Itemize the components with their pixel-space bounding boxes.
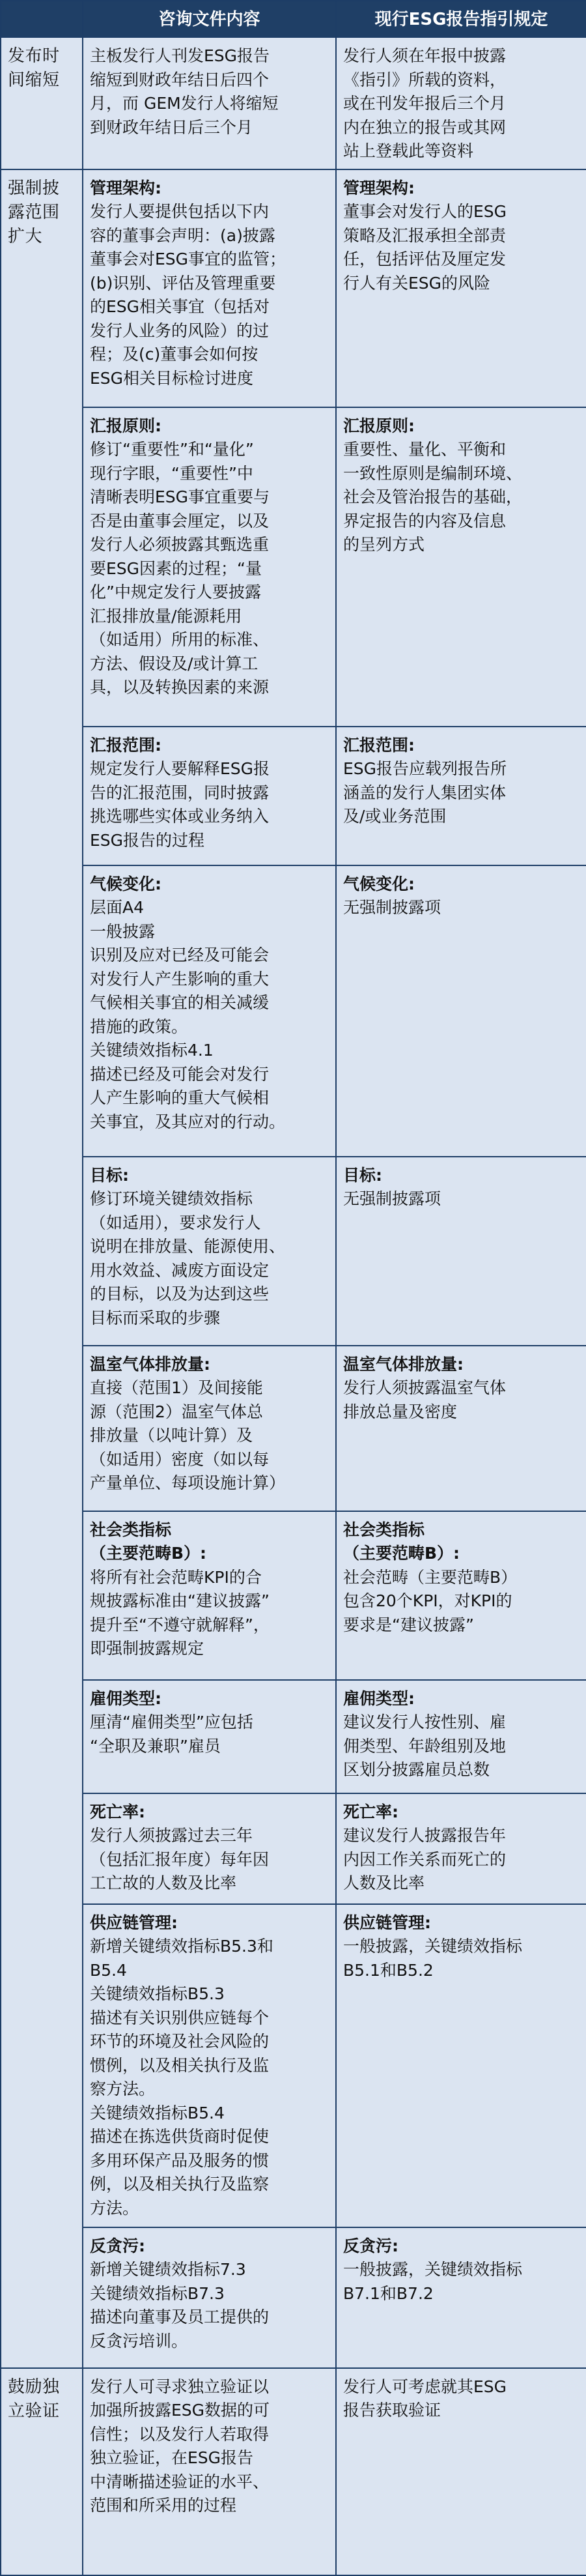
consultation-cell: 主板发行人刊发ESG报告 缩短到财政年结日后四个 月，而 GEM发行人将缩短 到财政年结日后三个月 xyxy=(83,37,336,169)
header-row xyxy=(1,1,586,37)
current-rule-cell: 温室气体排放量: 发行人须披露温室气体 排放总量及密度 xyxy=(336,1346,586,1511)
item-title: 死亡率: xyxy=(343,1802,398,1821)
consultation-cell: 社会类指标 （主要范畴B）: 将所有社会范畴KPI的合 规披露标准由“建议披露” 提升至“不遵守就解释”， 即强制披露规定 xyxy=(83,1511,336,1680)
item-title: 温室气体排放量: xyxy=(90,1354,210,1374)
current-rule-cell: 死亡率: 建议发行人披露报告年 内因工作关系而死亡的 人数及比率 xyxy=(336,1793,586,1904)
consultation-cell: 管理架构: 发行人要提供包括以下内 容的董事会声明：(a)披露 董事会对ESG事宜的监管； (b)识别、评估及管理重要 的ESG相关事宜（包括对 发行人业务的风险）的过 程；及(c)董事会如何按 ESG相关目标检讨进度 xyxy=(83,169,336,407)
category-cell: 发布时 间缩短 xyxy=(1,37,83,169)
table-row xyxy=(1,727,586,865)
consultation-cell: 气候变化: 层面A4 一般披露 识别及应对已经及可能会 对发行人产生影响的重大 气候相关事宜的相关减缓 措施的政策。 关键绩效指标4.1 描述已经及可能会对发行 人产生影响的重大气候相 关事宜，及其应对的行动。 xyxy=(83,865,336,1157)
current-rule-cell: 发行人可考虑就其ESG 报告获取验证 xyxy=(336,2368,586,2575)
current-rule-cell: 汇报范围: ESG报告应载列报告所 涵盖的发行人集团实体 及/或业务范围 xyxy=(336,727,586,865)
current-rule-cell: 雇佣类型: 建议发行人按性别、雇 佣类型、年龄组别及地 区划分披露雇员总数 xyxy=(336,1680,586,1793)
table-row xyxy=(1,1793,586,1904)
table-row xyxy=(1,1346,586,1511)
consultation-cell: 死亡率: 发行人须披露过去三年 （包括汇报年度）每年因 工亡故的人数及比率 xyxy=(83,1793,336,1904)
consultation-cell: 雇佣类型: 厘清“雇佣类型”应包括 “全职及兼职”雇员 xyxy=(83,1680,336,1793)
current-rule-cell: 反贪污: 一般披露，关键绩效指标 B7.1和B7.2 xyxy=(336,2227,586,2368)
header-consultation: 咨询文件内容 xyxy=(83,1,336,37)
item-title: 供应链管理: xyxy=(343,1913,431,1932)
consultation-cell: 汇报原则: 修订“重要性”和“量化” 现行字眼，“重要性”中 清晰表明ESG事宜重要与 否是由董事会厘定，以及 发行人必须披露其甄选重 要ESG因素的过程；“量 化”中规定发行人要披露 汇报排放量/能源耗用 （如适用）所用的标准、 方法、假设及/或计算工 具，以及转换因素的来源 xyxy=(83,407,336,727)
item-title: 供应链管理: xyxy=(90,1913,178,1932)
header-current-rule: 现行ESG报告指引规定 xyxy=(336,1,586,37)
item-title: 气候变化: xyxy=(90,874,161,893)
item-title: 汇报原则: xyxy=(90,416,161,435)
table-row xyxy=(1,169,586,407)
item-title: 社会类指标 xyxy=(343,1520,425,1539)
category-cell: 鼓励独 立验证 xyxy=(1,2368,83,2575)
table-row xyxy=(1,2227,586,2368)
current-rule-cell: 社会类指标 （主要范畴B）: 社会范畴（主要范畴B） 包含20个KPI，对KPI的 要求是“建议披露” xyxy=(336,1511,586,1680)
item-title: 社会类指标 xyxy=(90,1520,172,1539)
consultation-cell: 发行人可寻求独立验证以 加强所披露ESG数据的可 信性；以及发行人若取得 独立验证，在ESG报告 中清晰描述验证的水平、 范围和所采用的过程 xyxy=(83,2368,336,2575)
consultation-cell: 汇报范围: 规定发行人要解释ESG报 告的汇报范围，同时披露 挑选哪些实体或业务纳入 ESG报告的过程 xyxy=(83,727,336,865)
item-title: 目标: xyxy=(343,1165,382,1185)
current-rule-cell: 目标: 无强制披露项 xyxy=(336,1157,586,1346)
item-title: 反贪污: xyxy=(343,2236,398,2255)
item-title: 气候变化: xyxy=(343,874,415,893)
table-row xyxy=(1,1904,586,2227)
table-row xyxy=(1,1157,586,1346)
item-title: 汇报范围: xyxy=(90,735,161,755)
item-title: 温室气体排放量: xyxy=(343,1354,464,1374)
consultation-cell: 温室气体排放量: 直接（范围1）及间接能 源（范围2）温室气体总 排放量（以吨计算）及 （如适用）密度（如以每 产量单位、每项设施计算） xyxy=(83,1346,336,1511)
item-title: 死亡率: xyxy=(90,1802,145,1821)
current-rule-cell: 供应链管理: 一般披露，关键绩效指标 B5.1和B5.2 xyxy=(336,1904,586,2227)
header-category xyxy=(1,1,83,37)
consultation-cell: 反贪污: 新增关键绩效指标7.3 关键绩效指标B7.3 描述向董事及员工提供的 反贪污培训。 xyxy=(83,2227,336,2368)
current-rule-cell: 发行人须在年报中披露 《指引》所载的资料， 或在刊发年报后三个月 内在独立的报告或其网 站上登载此等资料 xyxy=(336,37,586,169)
current-rule-cell: 气候变化: 无强制披露项 xyxy=(336,865,586,1157)
table-row xyxy=(1,37,586,169)
consultation-cell: 目标: 修订环境关键绩效指标 （如适用），要求发行人 说明在排放量、能源使用、 用水效益、减废方面设定 的目标，以及为达到这些 目标而采取的步骤 xyxy=(83,1157,336,1346)
table-row xyxy=(1,2368,586,2575)
table-row xyxy=(1,1511,586,1680)
item-title: 管理架构: xyxy=(90,178,161,197)
item-title: 雇佣类型: xyxy=(90,1688,161,1708)
current-rule-cell: 汇报原则: 重要性、量化、平衡和 一致性原则是编制环境、 社会及管治报告的基础， 界定报告的内容及信息 的呈列方式 xyxy=(336,407,586,727)
item-title: 目标: xyxy=(90,1165,129,1185)
category-cell: 强制披 露范围 扩大 xyxy=(1,169,83,2368)
item-title: 反贪污: xyxy=(90,2236,145,2255)
current-rule-cell: 管理架构: 董事会对发行人的ESG 策略及汇报承担全部责 任，包括评估及厘定发 行人有关ESG的风险 xyxy=(336,169,586,407)
item-title: 汇报范围: xyxy=(343,735,415,755)
consultation-cell: 供应链管理: 新增关键绩效指标B5.3和 B5.4 关键绩效指标B5.3 描述有关识别供应链每个 环节的环境及社会风险的 惯例，以及相关执行及监 察方法。 关键绩效指标B5.4 描述在拣选供货商时促使 多用环保产品及服务的惯 例，以及相关执行及监察 方法。 xyxy=(83,1904,336,2227)
item-title: 管理架构: xyxy=(343,178,415,197)
item-title: 汇报原则: xyxy=(343,416,415,435)
item-title: 雇佣类型: xyxy=(343,1688,415,1708)
table-row xyxy=(1,1680,586,1793)
table-row xyxy=(1,865,586,1157)
table-row xyxy=(1,407,586,727)
